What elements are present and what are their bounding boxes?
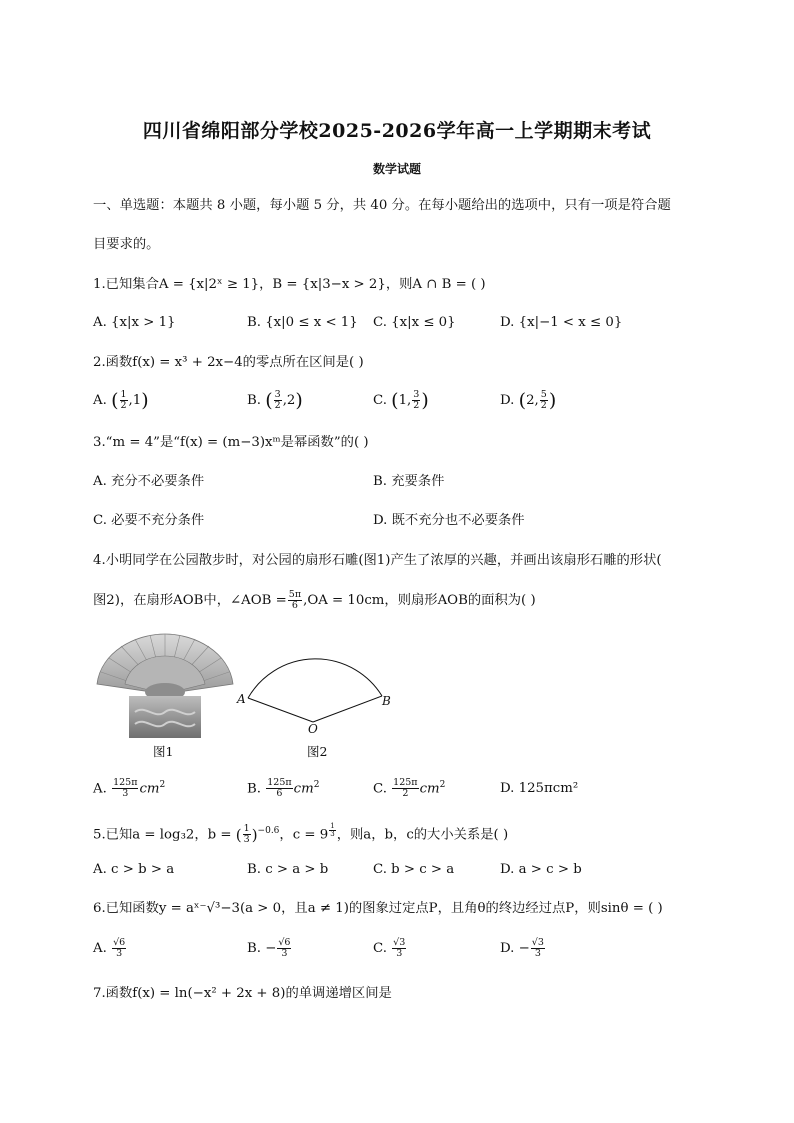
question-1-option-a: A. {x|x > 1} <box>93 315 176 330</box>
figure-2-caption: 图2 <box>307 744 328 759</box>
question-6-option-c: C. $\frac{√3}{3}$ <box>373 937 406 959</box>
fan-sculpture-image <box>95 632 235 738</box>
figure-1-caption: 图1 <box>153 744 174 759</box>
question-4-option-d: D. 125πcm² <box>500 781 579 796</box>
question-3-option-a: A. 充分不必要条件 <box>93 474 205 489</box>
sector-diagram <box>236 636 396 736</box>
point-b-label: B <box>382 694 391 708</box>
question-1-option-d: D. {x|−1 < x ≤ 0} <box>500 315 623 330</box>
question-2-option-d: D. (2, $\frac{5}{2}$ ) <box>500 389 557 412</box>
question-5-stem: 5.已知a = log₃2，b = ( $\frac{1}{3}$ )$^{-0.6}$，c = 9 $^{\frac{1}{3}}$ ，则a，b，c的大小关系是( ) <box>93 822 509 846</box>
point-a-label: A <box>237 692 246 706</box>
section-instructions-line2: 目要求的。 <box>93 237 160 252</box>
question-6-option-d: D. − $\frac{√3}{3}$ <box>500 937 544 959</box>
section-instructions-line1: 一、单选题：本题共 8 小题，每小题 5 分，共 40 分。在每小题给出的选项中，只有一项是符合题 <box>93 198 671 213</box>
page-subtitle: 数学试题 <box>372 162 421 176</box>
question-2-option-a: A. ( $\frac{1}{2}$ ,1) <box>93 389 149 412</box>
question-5-option-d: D. a > c > b <box>500 862 582 877</box>
question-1-option-b: B. {x|0 ≤ x < 1} <box>247 315 358 330</box>
question-1-stem: 1.已知集合A = {x|2ˣ ≥ 1}，B = {x|3−x > 2}，则A ∩ B = ( ) <box>93 277 486 292</box>
question-7-stem: 7.函数f(x) = ln(−x² + 2x + 8)的单调递增区间是 <box>93 986 392 1001</box>
question-6-stem: 6.已知函数y = aˣ⁻√³−3(a > 0，且a ≠ 1)的图象过定点P，且角θ的终边经过点P，则sinθ = ( ) <box>93 901 663 916</box>
point-o-label: O <box>308 722 318 736</box>
question-5-option-b: B. c > a > b <box>247 862 329 877</box>
question-4-option-c: C. $\frac{125\pi}{2}$ $cm^2$ <box>373 777 446 800</box>
question-4-line2: 图2)，在扇形AOB中，∠AOB = $\frac{5\pi}{6}$ ,OA = 10cm，则扇形AOB的面积为( ) <box>93 589 536 611</box>
question-6-option-a: A. $\frac{√6}{3}$ <box>93 937 126 959</box>
question-4-option-b: B. $\frac{125\pi}{6}$ $cm^2$ <box>247 777 320 800</box>
question-1-option-c: C. {x|x ≤ 0} <box>373 315 456 330</box>
question-3-option-c: C. 必要不充分条件 <box>93 513 205 528</box>
question-2-option-c: C. (1, $\frac{3}{2}$ ) <box>373 389 429 412</box>
question-3-stem: 3.“m = 4”是“f(x) = (m−3)xᵐ是幂函数”的( ) <box>93 435 369 450</box>
question-5-option-a: A. c > b > a <box>93 862 175 877</box>
question-3-option-b: B. 充要条件 <box>373 474 445 489</box>
page-title: 四川省绵阳部分学校2025-2026学年高一上学期期末考试 <box>142 120 652 142</box>
question-4-line1: 4.小明同学在公园散步时，对公园的扇形石雕(图1)产生了浓厚的兴趣，并画出该扇形石雕的形状( <box>93 553 662 568</box>
question-3-option-d: D. 既不充分也不必要条件 <box>373 513 525 528</box>
question-6-option-b: B. − $\frac{√6}{3}$ <box>247 937 291 959</box>
question-5-option-c: C. b > c > a <box>373 862 455 877</box>
question-4-option-a: A. $\frac{125\pi}{3}$ $cm^2$ <box>93 777 166 800</box>
question-2-stem: 2.函数f(x) = x³ + 2x−4的零点所在区间是( ) <box>93 355 364 370</box>
question-2-option-b: B. ( $\frac{3}{2}$ ,2) <box>247 389 303 412</box>
